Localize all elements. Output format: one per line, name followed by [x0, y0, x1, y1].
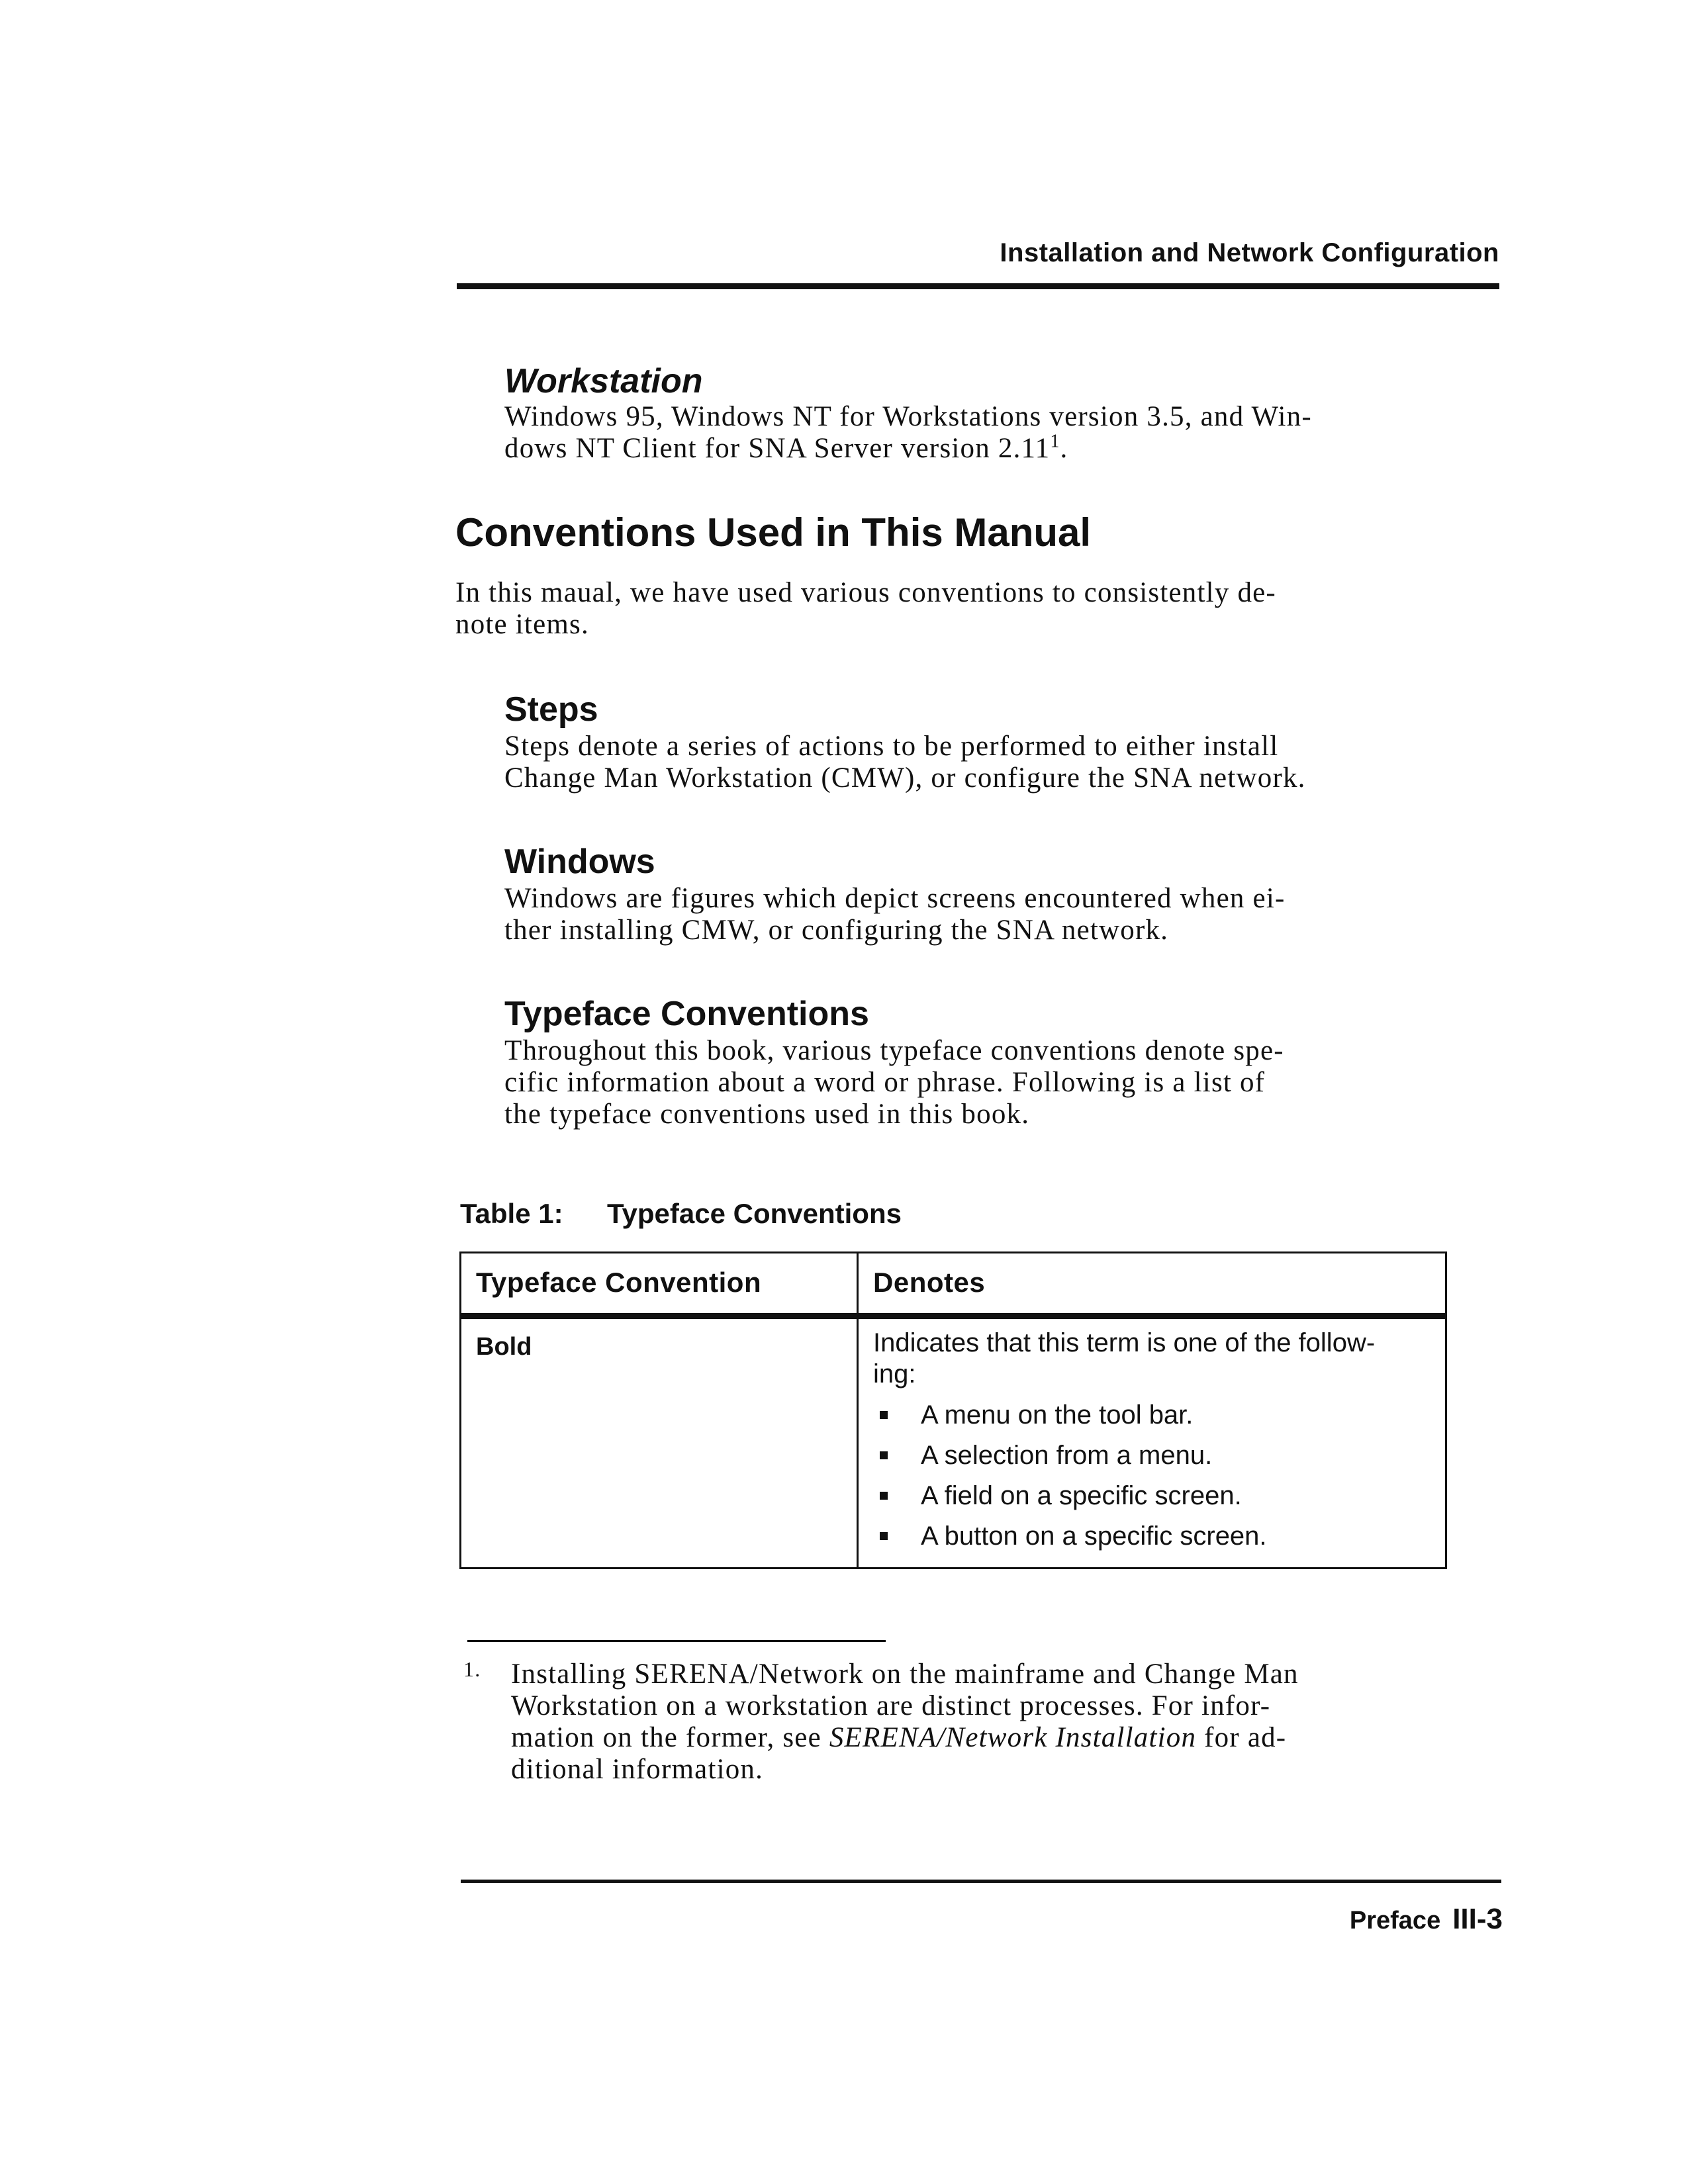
table-header-typeface-convention: Typeface Convention — [476, 1267, 762, 1298]
table-bullet-list — [873, 1399, 1267, 1561]
footnote-rule — [467, 1640, 886, 1642]
workstation-line-2-end: . — [1060, 433, 1068, 464]
workstation-line-2 — [504, 433, 1312, 465]
list-item-text: A menu on the tool bar. — [921, 1400, 1194, 1430]
square-bullet-icon — [880, 1451, 888, 1459]
list-item — [873, 1520, 1267, 1561]
page-number: III-3 — [1452, 1903, 1503, 1935]
typeface-paragraph — [504, 1035, 1284, 1130]
page-footer — [1192, 1903, 1503, 1936]
table-cell-description — [873, 1328, 1423, 1390]
conventions-line-1: In this maual, we have used various conventions to consistently de- — [455, 577, 1276, 608]
footnote-line-3-pre: mation on the former, see — [511, 1722, 829, 1753]
footnote-line-3-post: for ad- — [1196, 1722, 1287, 1753]
workstation-line-2-text: dows NT Client for SNA Server version 2.11 — [504, 433, 1051, 464]
footnote-text — [511, 1659, 1456, 1786]
windows-heading: Windows — [504, 842, 655, 881]
conventions-line-2: note items. — [455, 609, 589, 640]
table-caption — [460, 1198, 902, 1230]
table-column-divider — [857, 1253, 859, 1567]
footnote-line-2: Workstation on a workstation are distinct processes. For infor- — [511, 1690, 1271, 1721]
table-caption-number: Table 1: — [460, 1198, 563, 1229]
steps-heading: Steps — [504, 690, 598, 729]
list-item — [873, 1399, 1267, 1439]
list-item-text: A selection from a menu. — [921, 1441, 1213, 1470]
typeface-heading: Typeface Conventions — [504, 995, 869, 1033]
conventions-paragraph — [455, 577, 1276, 641]
workstation-line-1: Windows 95, Windows NT for Workstations version 3.5, and Win- — [504, 401, 1312, 432]
table-desc-line-1: Indicates that this term is one of the follow- — [873, 1328, 1376, 1357]
typeface-conventions-table — [459, 1251, 1447, 1569]
conventions-heading: Conventions Used in This Manual — [455, 510, 1092, 555]
list-item-text: A button on a specific screen. — [921, 1522, 1267, 1551]
list-item — [873, 1480, 1267, 1520]
typeface-line-2: cific information about a word or phrase. Following is a list of — [504, 1067, 1266, 1098]
footnote-line-4: ditional information. — [511, 1754, 764, 1785]
windows-line-2: ther installing CMW, or configuring the SNA network. — [504, 915, 1169, 946]
workstation-heading: Workstation — [504, 362, 703, 400]
footnote — [463, 1659, 1456, 1786]
footnote-line-1: Installing SERENA/Network on the mainframe and Change Man — [511, 1659, 1299, 1690]
typeface-line-1: Throughout this book, various typeface conventions denote spe- — [504, 1035, 1284, 1066]
table-caption-title: Typeface Conventions — [607, 1198, 902, 1229]
steps-line-2: Change Man Workstation (CMW), or configure the SNA network. — [504, 762, 1306, 794]
windows-paragraph — [504, 883, 1285, 946]
table-header-denotes: Denotes — [873, 1267, 986, 1298]
typeface-line-3: the typeface conventions used in this book. — [504, 1099, 1030, 1130]
footer-rule — [461, 1880, 1501, 1883]
steps-line-1: Steps denote a series of actions to be performed to either install — [504, 731, 1279, 762]
table-cell-bold: Bold — [476, 1333, 532, 1361]
footer-section-label: Preface — [1349, 1907, 1441, 1934]
footnote-book-title: SERENA/Network Installation — [829, 1722, 1197, 1753]
steps-paragraph — [504, 731, 1306, 794]
square-bullet-icon — [880, 1532, 888, 1540]
footnote-ref: 1 — [1050, 431, 1060, 452]
table-desc-line-2: ing: — [873, 1359, 916, 1388]
list-item-text: A field on a specific screen. — [921, 1481, 1242, 1510]
table-header-rule — [461, 1313, 1445, 1319]
square-bullet-icon — [880, 1411, 888, 1419]
running-header: Installation and Network Configuration — [1000, 238, 1499, 267]
footnote-number: 1. — [463, 1657, 481, 1681]
workstation-paragraph — [504, 401, 1312, 465]
footnote-line-3 — [511, 1722, 1456, 1754]
windows-line-1: Windows are figures which depict screens encountered when ei- — [504, 883, 1286, 914]
list-item — [873, 1439, 1267, 1480]
square-bullet-icon — [880, 1492, 888, 1500]
header-rule — [457, 283, 1499, 289]
